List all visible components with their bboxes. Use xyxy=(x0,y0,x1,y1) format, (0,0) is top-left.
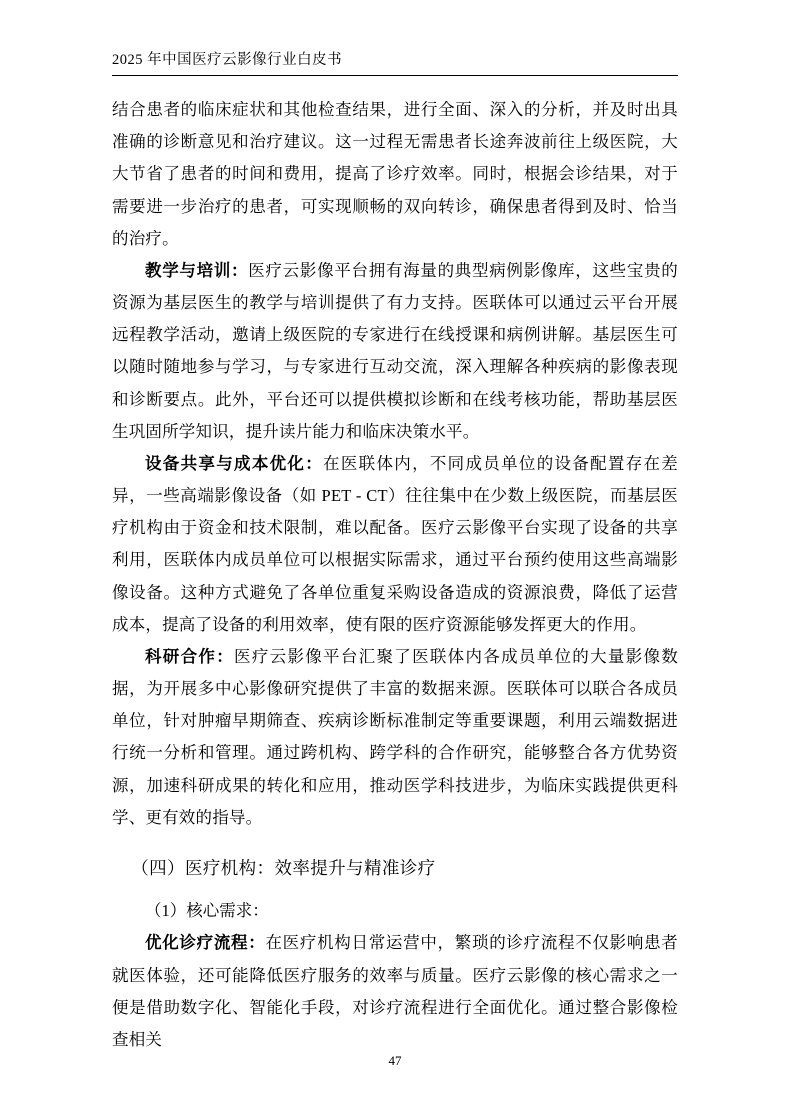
header-divider xyxy=(112,75,678,76)
section-heading: （四）医疗机构：效率提升与精准诊疗 xyxy=(131,857,436,878)
paragraph-teaching xyxy=(112,255,678,448)
sub-heading: （1）核心需求： xyxy=(145,901,269,921)
paragraph-lead-research: 科研合作： xyxy=(145,646,235,666)
paragraph-lead-optimize: 优化诊疗流程： xyxy=(145,933,266,953)
paragraph-text: 在医联体内，不同成员单位的设备配置存在差异，一些高端影像设备（如 PET - CT）往往集中在少数上级医院，而基层医疗机构由于资金和技术限制，难以配备。医疗云影像平台实现了设备的共享利用，医联体内成员单位可以根据实际需求，通过平台预约使用这些高端影像设备。这种方式避免了各单位重复采购设备造成的资源浪费，降低了运营成本，提高了设备的利用效率，使有限的医疗资源能够发挥更大的作用。 xyxy=(112,453,679,634)
page-number: 47 xyxy=(388,1053,402,1068)
paragraph-text: 在医疗机构日常运营中，繁琐的诊疗流程不仅影响患者就医体验，还可能降低医疗服务的效率与质量。医疗云影像的核心需求之一便是借助数字化、智能化手段，对诊疗流程进行全面优化。通过整合影像检查相关 xyxy=(112,933,678,1049)
paragraph-lead-equipment: 设备共享与成本优化： xyxy=(145,453,324,473)
paragraph-text: 医疗云影像平台拥有海量的典型病例影像库，这些宝贵的资源为基层医生的教学与培训提供了有力支持。医联体可以通过云平台开展远程教学活动，邀请上级医院的专家进行在线授课和病例讲解。基层医生可以随时随地参与学习，与专家进行互动交流，深入理解各种疾病的影像表现和诊断要点。此外，平台还可以提供模拟诊断和在线考核功能，帮助基层医生巩固所学知识，提升读片能力和临床决策水平。 xyxy=(112,260,679,441)
page-content xyxy=(112,48,678,1056)
paragraph-research-collaboration xyxy=(112,641,678,834)
paragraph-text: 结合患者的临床症状和其他检查结果，进行全面、深入的分析，并及时出具准确的诊断意见和治疗建议。这一过程无需患者长途奔波前往上级医院，大大节省了患者的时间和费用，提高了诊疗效率。同时，根据会诊结果，对于需要进一步治疗的患者，可实现顺畅的双向转诊，确保患者得到及时、恰当的治疗。 xyxy=(112,100,678,248)
paragraph-text: 医疗云影像平台汇聚了医联体内各成员单位的大量影像数据，为开展多中心影像研究提供了丰富的数据来源。医联体可以联合各成员单位，针对肿瘤早期筛查、疾病诊断标准制定等重要课题，利用云端数据进行统一分析和管理。通过跨机构、跨学科的合作研究，能够整合各方优势资源，加速科研成果的转化和应用，推动医学科技进步，为临床实践提供更科学、更有效的指导。 xyxy=(112,646,679,827)
paragraph-lead-teaching: 教学与培训： xyxy=(145,260,249,280)
paragraph-equipment-sharing xyxy=(112,448,678,641)
page-header: 2025 年中国医疗云影像行业白皮书 xyxy=(112,52,343,68)
paragraph-continuation xyxy=(112,94,678,255)
paragraph-optimize-workflow xyxy=(112,927,678,1056)
